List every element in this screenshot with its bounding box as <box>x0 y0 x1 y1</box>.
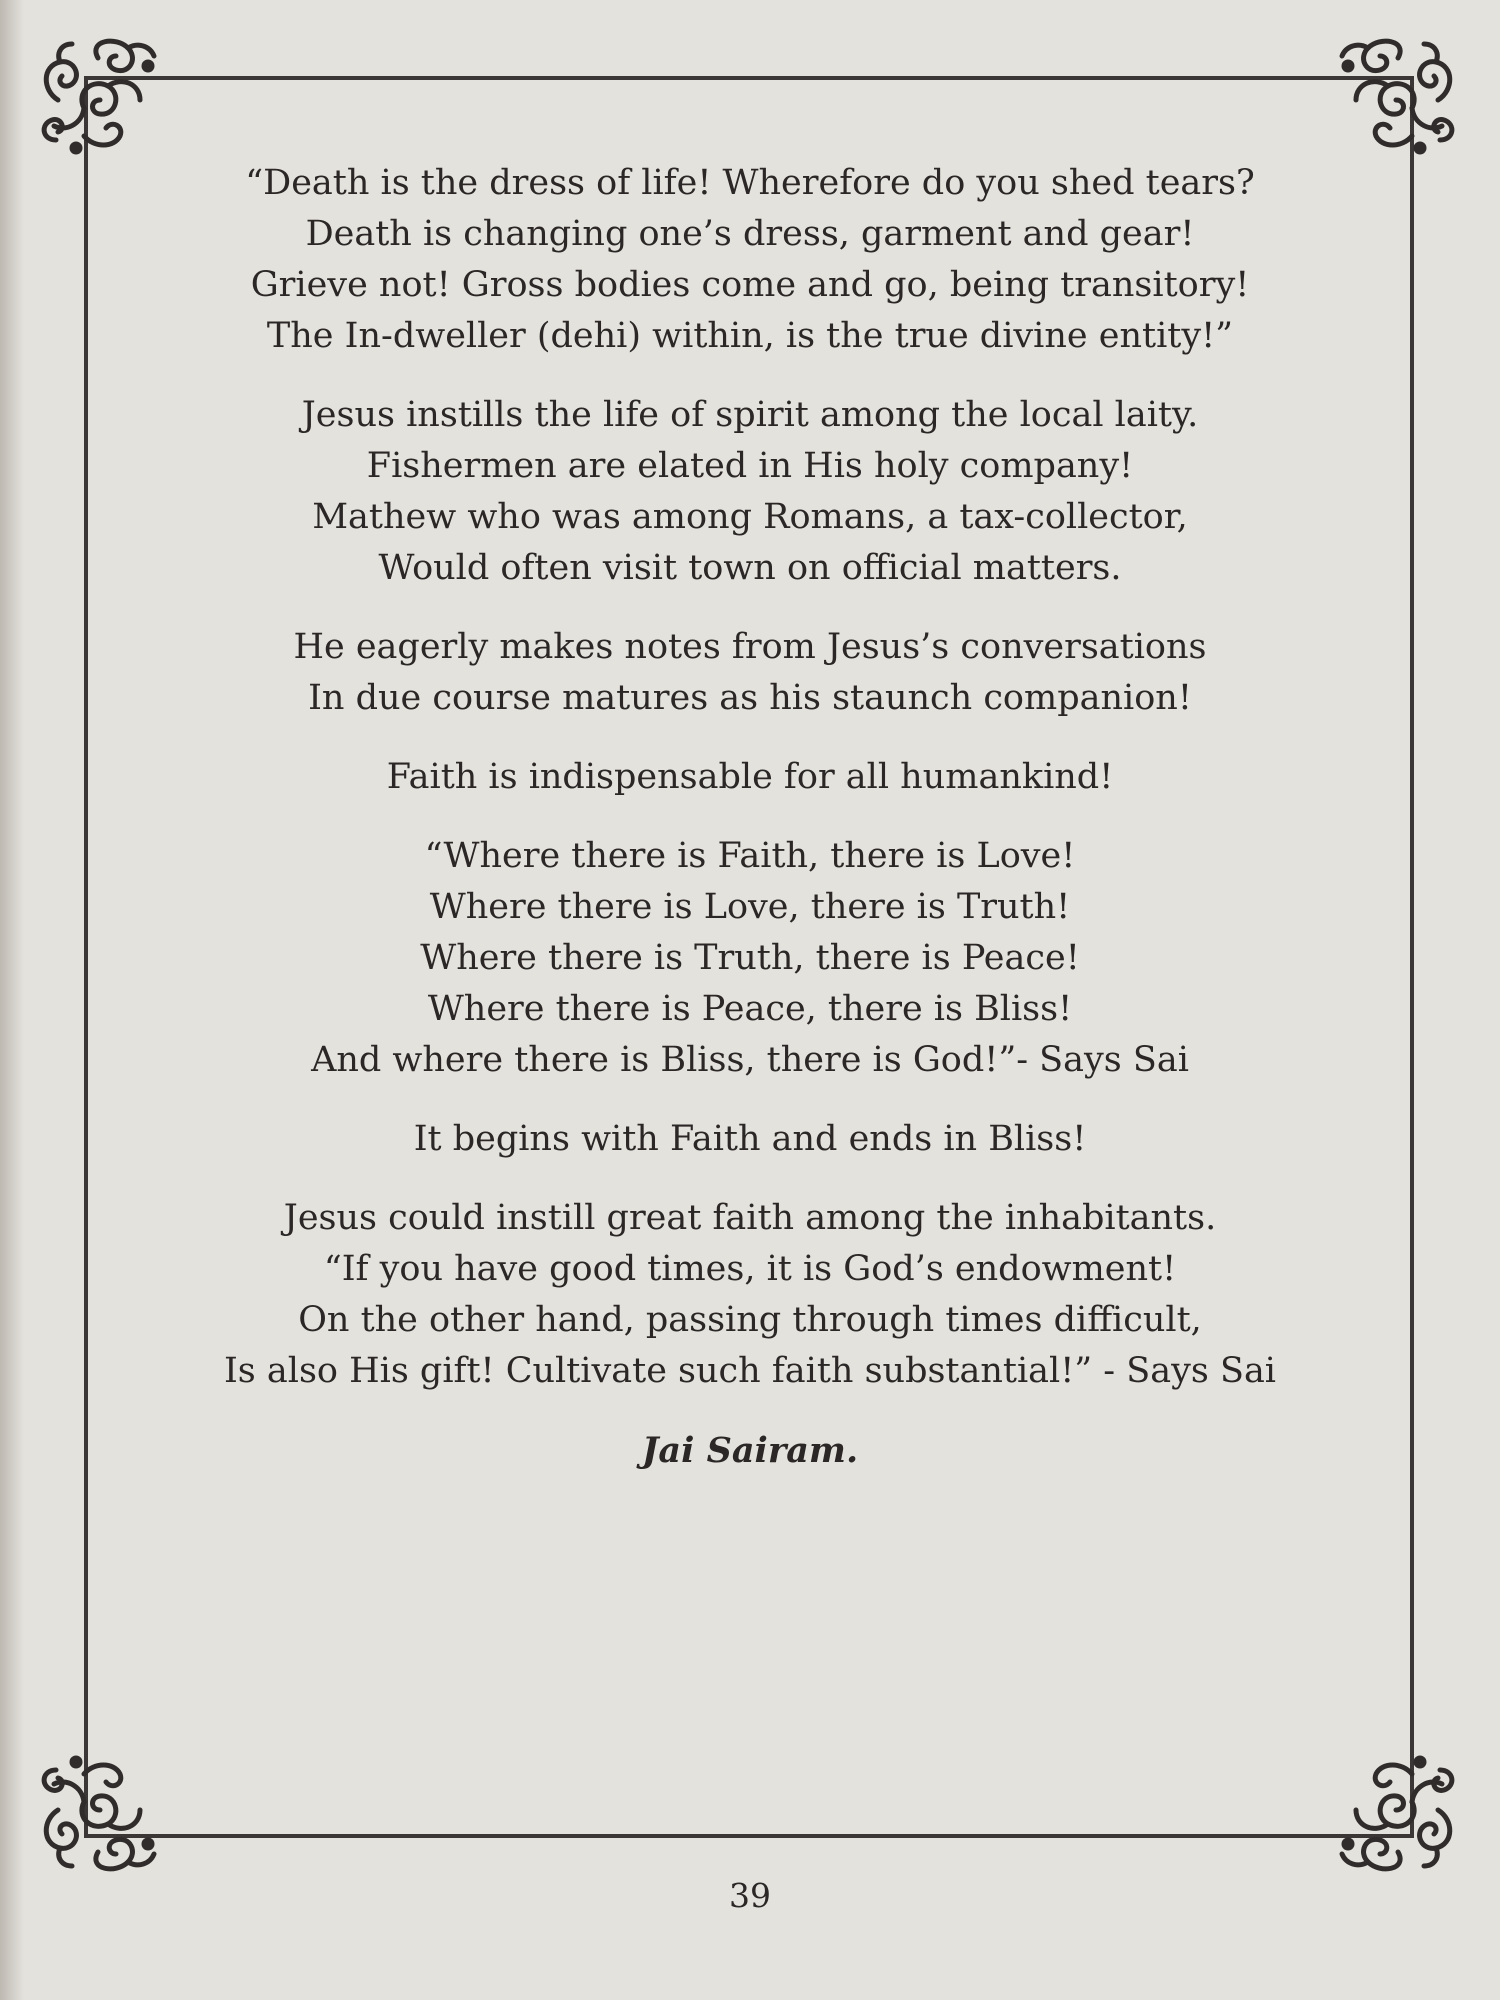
poem-line: Would often visit town on official matters. <box>378 548 1122 588</box>
poem-line: The In-dweller (dehi) within, is the true divine entity!” <box>266 316 1234 356</box>
poem-line: “Death is the dress of life! Wherefore do you shed tears? <box>245 163 1255 203</box>
poem-body <box>100 158 1400 1476</box>
poem-line: Where there is Truth, there is Peace! <box>420 938 1080 978</box>
poem-line: Death is changing one’s dress, garment and gear! <box>305 214 1195 254</box>
poem-line: Grieve not! Gross bodies come and go, being transitory! <box>250 265 1250 305</box>
poem-line: On the other hand, passing through times difficult, <box>298 1300 1202 1340</box>
poem-line: Fishermen are elated in His holy company! <box>366 446 1134 486</box>
poem-line: Faith is indispensable for all humankind! <box>386 757 1114 797</box>
poem-line: Is also His gift! Cultivate such faith substantial!” - Says Sai <box>223 1351 1277 1391</box>
poem-line: Where there is Love, there is Truth! <box>429 887 1071 927</box>
stanza-7 <box>100 1193 1400 1397</box>
stanza-3 <box>100 622 1400 724</box>
poem-line: Jesus instills the life of spirit among the local laity. <box>301 395 1199 435</box>
corner-ornament-bottom-left-icon <box>36 1744 186 1874</box>
page-number: 39 <box>729 1876 771 1915</box>
stanza-1 <box>100 158 1400 362</box>
poem-line: It begins with Faith and ends in Bliss! <box>413 1119 1087 1159</box>
page-edge-shadow <box>0 0 24 2000</box>
poem-line: In due course matures as his staunch companion! <box>308 678 1192 718</box>
corner-ornament-bottom-right-icon <box>1310 1744 1460 1874</box>
poem-line: “Where there is Faith, there is Love! <box>424 836 1076 876</box>
stanza-4 <box>100 752 1400 803</box>
poem-line: Where there is Peace, there is Bliss! <box>427 989 1073 1029</box>
poem-line: Jesus could instill great faith among the inhabitants. <box>283 1198 1217 1238</box>
corner-ornament-top-right-icon <box>1310 36 1460 166</box>
poem-line: Mathew who was among Romans, a tax-collector, <box>312 497 1188 537</box>
closing-salutation: Jai Sairam. <box>641 1430 859 1471</box>
stanza-6 <box>100 1114 1400 1165</box>
poem-line: And where there is Bliss, there is God!”- Says Sai <box>311 1040 1189 1080</box>
corner-ornament-top-left-icon <box>36 36 186 166</box>
poem-line: He eagerly makes notes from Jesus’s conversations <box>293 627 1207 667</box>
stanza-2 <box>100 390 1400 594</box>
poem-line: “If you have good times, it is God’s endowment! <box>323 1249 1177 1289</box>
stanza-5 <box>100 831 1400 1086</box>
